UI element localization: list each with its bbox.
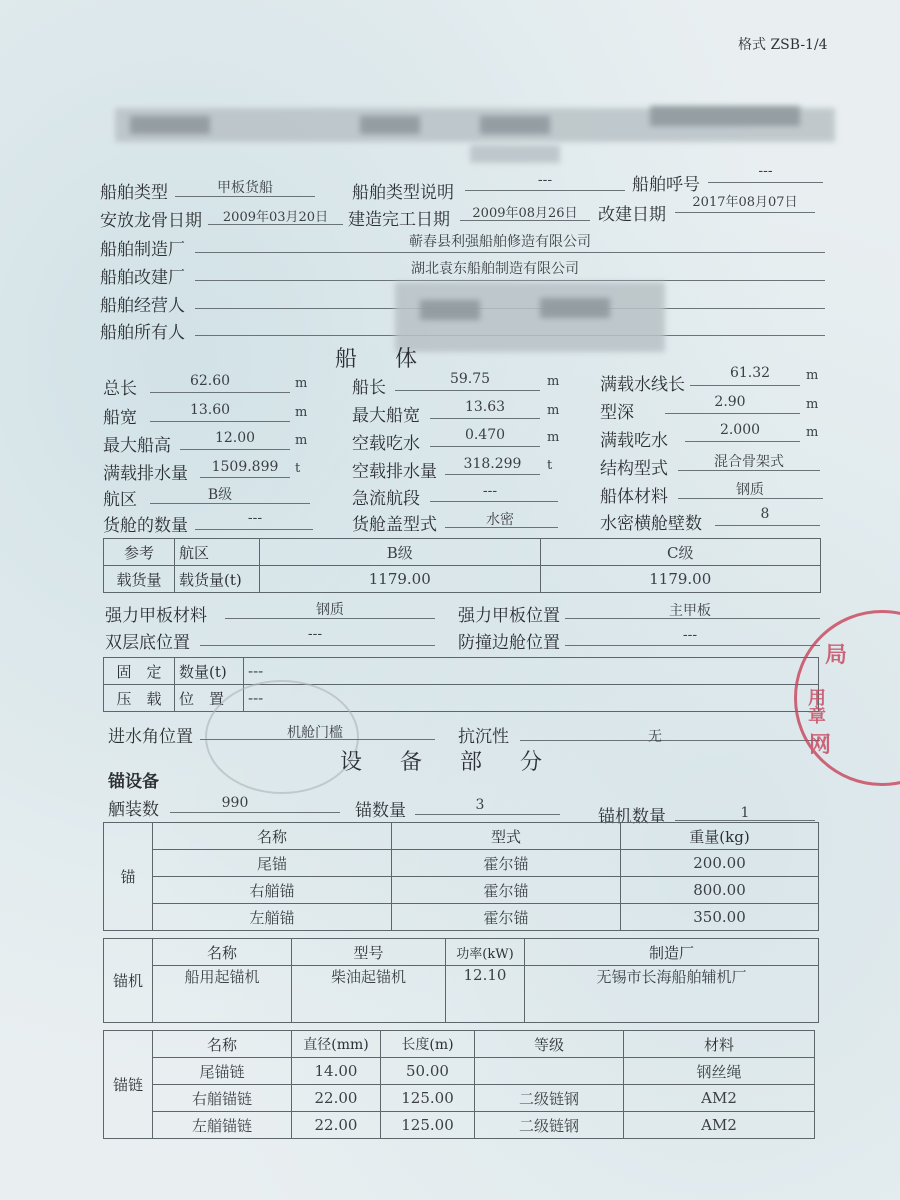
max-height-label: 最大船高 [103,436,171,456]
unit-m: m [295,433,308,448]
anchor-col-name: 名称 [153,823,392,850]
form-code: 格式 ZSB-1/4 [738,37,828,53]
ballast-pos: --- [244,685,819,712]
chain-dia: 22.00 [292,1112,381,1139]
chain-material: AM2 [624,1112,815,1139]
redacted-block [540,298,610,318]
anchor-table [103,822,819,931]
redacted-block [360,116,420,134]
bulkheads-label: 水密横舱壁数 [600,514,702,534]
rapids-value: --- [482,483,498,499]
equip-no-label: 舾装数 [108,800,159,820]
chain-len: 50.00 [381,1058,475,1085]
windlass-model: 柴油起锚机 [292,966,446,1023]
anchor-type: 霍尔锚 [392,877,621,904]
depth-value: 2.90 [714,394,746,410]
material-value: 钢质 [736,482,764,498]
cap-header: 载货量(t) [175,566,260,593]
structure-value: 混合骨架式 [714,454,784,470]
unit-m: m [806,368,819,383]
windlass-col-power: 功率(kW) [446,939,525,966]
chain-table [103,1030,815,1139]
breadth-value: 13.60 [189,402,231,418]
windlass-col-model: 型号 [292,939,446,966]
completion-date: 2009年08月26日 [472,206,578,221]
red-stamp [794,610,900,786]
rebuilder-value: 湖北袁东船舶制造有限公司 [411,261,579,277]
anchor-qty-value: 3 [475,797,485,813]
flood-angle-label: 进水角位置 [108,727,193,747]
chain-dia: 14.00 [292,1058,381,1085]
bulkheads-value: 8 [760,506,770,522]
unit-m: m [547,403,560,418]
str-pos-value: 主甲板 [669,603,711,619]
ref-label: 参考 [104,539,175,566]
chain-side-label: 锚链 [104,1031,153,1139]
windlass-col-maker: 制造厂 [525,939,819,966]
chain-name: 左艏锚链 [153,1112,292,1139]
completion-label: 建造完工日期 [348,210,450,230]
table-row [104,1085,815,1112]
holds-value: --- [247,510,263,526]
table-row [104,877,819,904]
builder-value: 蕲春县利强船舶修造有限公司 [409,234,591,250]
anchor-name: 左艏锚 [153,904,392,931]
chain-col-len: 长度(m) [381,1031,475,1058]
table-row [104,904,819,931]
coll-value: --- [682,627,698,643]
table-row [104,850,819,877]
anchor-name: 右艏锚 [153,877,392,904]
stamp-char: 局 [825,642,848,668]
ballast-fixed: 固 定 [104,658,175,685]
cap-label: 载货量 [104,566,175,593]
lwl-value: 61.32 [729,365,771,381]
table-row [104,1112,815,1139]
chain-col-name: 名称 [153,1031,292,1058]
full-disp-value: 1509.899 [211,459,279,475]
full-disp-label: 满载排水量 [103,464,188,484]
loa-label: 总长 [103,379,137,399]
chain-col-grade: 等级 [475,1031,624,1058]
type-desc-label: 船舶类型说明 [352,183,454,203]
full-draft-value: 2.000 [719,422,761,438]
holds-label: 货舱的数量 [103,516,188,536]
chain-name: 右艏锚链 [153,1085,292,1112]
unit-t: t [547,458,553,473]
anchor-col-weight: 重量(kg) [621,823,819,850]
keel-date: 2009年03月20日 [222,210,329,225]
max-breadth-label: 最大船宽 [352,406,420,426]
hatch-value: 水密 [486,512,514,528]
max-breadth-value: 13.63 [464,399,506,415]
chain-grade: 二级链钢 [475,1112,624,1139]
chain-col-dia: 直径(mm) [292,1031,381,1058]
breadth-label: 船宽 [103,408,137,428]
c-area: C级 [540,539,821,566]
chain-material: AM2 [624,1085,815,1112]
redacted-block [650,106,800,126]
light-draft-value: 0.470 [464,427,506,443]
str-mat-value: 钢质 [316,602,344,618]
ballast-pos-label: 位 置 [175,685,244,712]
unit-m: m [295,405,308,420]
anchor-type: 霍尔锚 [392,904,621,931]
chain-len: 125.00 [381,1085,475,1112]
call-sign-value: --- [758,163,773,179]
ship-type-label: 船舶类型 [100,183,168,203]
unit-m: m [806,425,819,440]
str-mat-label: 强力甲板材料 [105,606,207,626]
unsink-label: 抗沉性 [458,727,509,747]
lbp-value: 59.75 [449,371,491,387]
b-area: B级 [260,539,541,566]
full-draft-label: 满载吃水 [600,431,668,451]
ship-type-value: 甲板货船 [217,180,273,196]
equip-no-value: 990 [221,795,249,811]
windlass-power: 12.10 [446,966,525,1023]
c-cap: 1179.00 [540,566,821,593]
light-draft-label: 空载吃水 [352,434,420,454]
chain-grade: 二级链钢 [475,1085,624,1112]
chain-dia: 22.00 [292,1085,381,1112]
light-disp-value: 318.299 [463,456,522,472]
hatch-label: 货舱盖型式 [352,515,437,535]
b-cap: 1179.00 [260,566,541,593]
coll-label: 防撞边舱位置 [458,633,560,653]
unit-m: m [547,374,560,389]
chain-material: 钢丝绳 [624,1058,815,1085]
lwl-label: 满载水线长 [600,375,685,395]
unsink-value: 无 [648,729,662,745]
windlass-col-name: 名称 [153,939,292,966]
depth-label: 型深 [600,403,634,423]
unit-m: m [547,430,560,445]
windlass-name: 船用起锚机 [153,966,292,1023]
owner-label: 船舶所有人 [100,323,185,343]
redacted-block [130,116,210,134]
dbl-value: --- [307,626,323,642]
material-label: 船体材料 [600,487,668,507]
max-height-value: 12.00 [214,430,256,446]
anchor-weight: 800.00 [621,877,819,904]
unit-t: t [295,461,301,476]
cargo-ref-table [103,538,821,593]
lbp-label: 船长 [352,378,386,398]
builder-label: 船舶制造厂 [100,240,185,260]
anchor-section-title: 锚设备 [108,772,159,792]
anchor-col-type: 型式 [392,823,621,850]
ballast-table [103,657,819,712]
rapids-label: 急流航段 [352,489,420,509]
area-value: B级 [207,487,233,503]
stamp-char: 网 [809,732,832,758]
type-desc-value: --- [537,172,553,188]
redacted-block [480,116,550,134]
windlass-qty-value: 1 [740,805,750,821]
stamp-char: 用章 [805,688,826,724]
rebuild-label: 改建日期 [598,205,666,225]
unit-m: m [806,397,819,412]
structure-label: 结构型式 [600,459,668,479]
anchor-weight: 200.00 [621,850,819,877]
hull-heading: 船体 [335,347,456,372]
windlass-maker: 无锡市长海船舶辅机厂 [525,966,819,1023]
str-pos-label: 强力甲板位置 [458,606,560,626]
chain-col-material: 材料 [624,1031,815,1058]
keel-label: 安放龙骨日期 [100,211,202,231]
anchor-type: 霍尔锚 [392,850,621,877]
equipment-heading: 设备部分 [340,750,581,775]
ballast-qty: --- [244,658,819,685]
dbl-label: 双层底位置 [105,633,190,653]
anchor-name: 尾锚 [153,850,392,877]
rebuild-date: 2017年08月07日 [692,195,798,210]
rebuilder-label: 船舶改建厂 [100,268,185,288]
table-row [104,1058,815,1085]
light-disp-label: 空载排水量 [352,462,437,482]
chain-grade [475,1058,624,1085]
area-header: 航区 [175,539,260,566]
anchor-weight: 350.00 [621,904,819,931]
anchor-side-label: 锚 [104,823,153,931]
windlass-qty-label: 锚机数量 [598,807,666,827]
call-sign-label: 船舶呼号 [632,175,700,195]
chain-name: 尾锚链 [153,1058,292,1085]
anchor-qty-label: 锚数量 [355,801,406,821]
redacted-block [470,145,560,163]
chain-len: 125.00 [381,1112,475,1139]
flood-angle-value: 机舱门槛 [287,725,343,741]
table-row [104,966,819,1023]
windlass-table [103,938,819,1023]
ballast-qty-label: 数量(t) [175,658,244,685]
area-label: 航区 [103,490,137,510]
operator-label: 船舶经营人 [100,296,185,316]
ballast-ballast: 压 载 [104,685,175,712]
unit-m: m [295,376,308,391]
redacted-block [420,300,480,320]
windlass-side-label: 锚机 [104,939,153,1023]
loa-value: 62.60 [189,373,231,389]
